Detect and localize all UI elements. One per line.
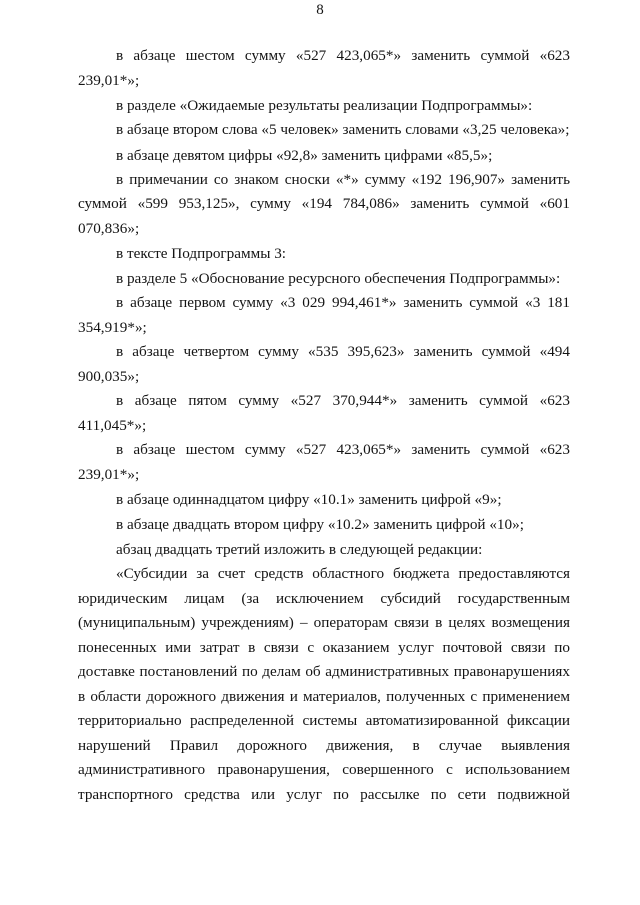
paragraph-4: в абзаце девятом цифры «92,8» заменить цифрами «85,5»; — [116, 146, 493, 164]
paragraph-11: в абзаце шестом сумму «527 423,065*» заменить суммой «623 239,01*»; — [78, 441, 570, 483]
document-body — [78, 44, 570, 807]
paragraph-6: в тексте Подпрограммы 3: — [116, 245, 287, 262]
paragraph-5: в примечании со знаком сноски «*» сумму «192 196,907» заменить суммой «599 953,125», сумму «194 784,086» заменить суммой «601 070,836»; — [78, 170, 570, 237]
paragraph-12: в абзаце одиннадцатом цифру «10.1» заменить цифрой «9»; — [116, 491, 502, 508]
page-number: 8 — [316, 2, 324, 18]
paragraph-10: в абзаце пятом сумму «527 370,944*» заменить суммой «623 411,045*»; — [78, 392, 570, 434]
paragraph-8: в абзаце первом сумму «3 029 994,461*» заменить суммой «3 181 354,919*»; — [78, 294, 570, 336]
paragraph-13: в абзаце двадцать втором цифру «10.2» заменить цифрой «10»; — [116, 516, 524, 533]
paragraph-7: в разделе 5 «Обоснование ресурсного обеспечения Подпрограммы»: — [116, 270, 561, 287]
paragraph-3: в абзаце втором слова «5 человек» заменить словами «3,25 человека»; — [116, 121, 570, 138]
paragraph-14: абзац двадцать третий изложить в следующей редакции: — [116, 541, 483, 558]
paragraph-1: в абзаце шестом сумму «527 423,065*» заменить суммой «623 239,01*»; — [78, 47, 570, 89]
paragraph-9: в абзаце четвертом сумму «535 395,623» заменить суммой «494 900,035»; — [78, 343, 570, 385]
paragraph-15: «Субсидии за счет средств областного бюджета предоставляются юридическим лицам (за исключением субсидий государственным (муниципальным) учреждениям) – операторам связи в целях возмещения понесенных ими затрат в связи с оказанием услуг почтовой связи по доставке постановлений по делам об административных правонарушениях в области дорожного движения и материалов, полученных с применением территориально распределенной системы автоматизированной фиксации нарушений Правил дорожного движения, в случае выявления административного правонарушения, совершенного с использованием транспортного средства или услуг по рассылке по сети подвижной — [78, 565, 570, 803]
paragraph-2: в разделе «Ожидаемые результаты реализации Подпрограммы»: — [116, 97, 533, 114]
